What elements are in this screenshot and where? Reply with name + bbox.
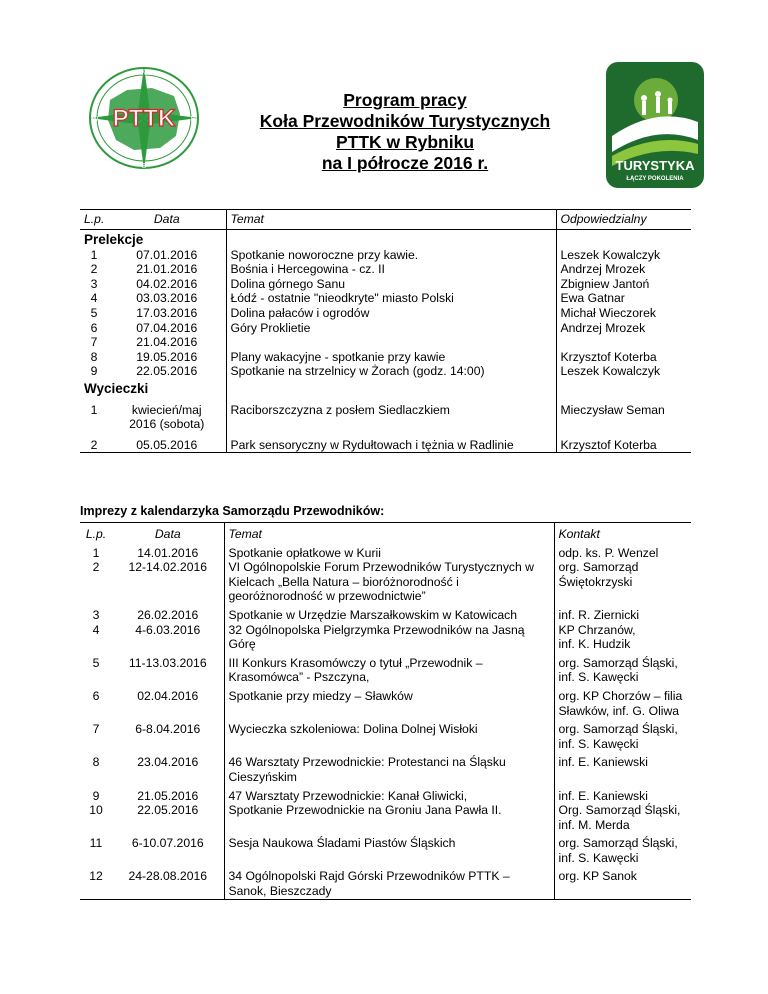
event-row-lp: 3 4	[92, 607, 100, 637]
event-row	[80, 832, 691, 865]
program-table	[80, 209, 691, 453]
lecture-row-topic	[226, 335, 556, 350]
lectures-list	[80, 248, 691, 379]
lecture-row-lp: 1	[90, 247, 98, 262]
event-row-lp: 7	[92, 722, 100, 737]
lecture-row-resp	[556, 335, 691, 350]
compass-n: N	[141, 70, 147, 77]
compass-w: W	[91, 116, 99, 123]
lecture-row-resp: Andrzej Mrozek	[556, 262, 691, 277]
lecture-row-date: 03.03.2016	[136, 291, 198, 306]
lecture-row-lp: 3	[90, 276, 98, 291]
lecture-row	[80, 262, 691, 277]
lecture-row-resp: Ewa Gatnar	[556, 291, 691, 306]
event-row	[80, 751, 691, 784]
event-row	[80, 685, 691, 718]
event-row-contact: org. Samorząd Śląski, inf. S. Kawęcki	[554, 832, 691, 865]
event-row-date: 26.02.2016 4-6.03.2016	[135, 607, 201, 637]
trip-row-resp: Krzysztof Koterba	[556, 432, 691, 453]
pttk-logo-text: PTTK	[112, 105, 176, 132]
trip-row	[80, 432, 691, 453]
event-row-contact: odp. ks. P. Wenzel org. Samorząd Świętokrzyski	[554, 542, 691, 604]
trip-row-topic: Raciborszczyzna z posłem Siedlaczkiem	[226, 397, 556, 432]
lecture-row-resp: Zbigniew Jantoń	[556, 277, 691, 292]
lecture-row	[80, 335, 691, 350]
event-row	[80, 652, 691, 685]
event-row-date: 14.01.2016 12-14.02.2016	[128, 545, 208, 575]
event-row-contact: org. KP Chorzów – filia Sławków, inf. G. Oliwa	[554, 685, 691, 718]
event-row-date: 11-13.03.2016	[128, 655, 207, 670]
event-row-contact: inf. E. Kaniewski	[554, 751, 691, 784]
lecture-row-date: 07.04.2016	[136, 320, 198, 335]
turystyka-logo	[606, 62, 704, 188]
event-row-topic: 34 Ogólnopolski Rajd Górski Przewodników PTTK – Sanok, Bieszczady	[224, 865, 554, 899]
trip-row-lp: 2	[80, 432, 108, 453]
lecture-row-lp: 5	[90, 305, 98, 320]
lecture-row-date: 19.05.2016	[136, 349, 198, 364]
lecture-row-topic: Bośnia i Hercegowina - cz. II	[226, 262, 556, 277]
event-row-lp: 12	[80, 865, 112, 899]
lecture-row-date: 21.01.2016	[136, 262, 198, 277]
lecture-row-topic: Łódź - ostatnie "nieodkryte" miasto Polski	[226, 291, 556, 306]
event-row-contact: inf. R. Ziernicki KP Chrzanów, inf. K. Hudzik	[554, 604, 691, 652]
event-row-date: 6-8.04.2016	[135, 722, 201, 737]
event-row-date: 24-28.08.2016	[112, 865, 224, 899]
event-row-contact: org. Samorząd Śląski, inf. S. Kawęcki	[554, 718, 691, 751]
trip-row-date: 05.05.2016	[108, 432, 226, 453]
lecture-row	[80, 321, 691, 336]
lecture-row-resp: Leszek Kowalczyk	[556, 364, 691, 379]
lecture-row-resp: Andrzej Mrozek	[556, 321, 691, 336]
events-subtitle: Imprezy z kalendarzyka Samorządu Przewodników:	[80, 504, 385, 518]
event-row-topic: Spotkanie przy miedzy – Sławków	[224, 685, 554, 718]
event-row-date: 02.04.2016	[137, 688, 199, 703]
header-date: Data	[108, 210, 226, 230]
lecture-row	[80, 291, 691, 306]
event-row-topic: Wycieczka szkoleniowa: Dolina Dolnej Wisłoki	[224, 718, 554, 751]
lecture-row	[80, 350, 691, 365]
trip-row	[80, 397, 691, 432]
trip-row-date: kwiecień/maj 2016 (sobota)	[129, 402, 205, 432]
event-row-date: 21.05.2016 22.05.2016	[137, 788, 199, 818]
lecture-row-topic: Dolina górnego Sanu	[226, 277, 556, 292]
table-header	[80, 210, 691, 230]
event-row-topic: Spotkanie opłatkowe w Kurii VI Ogólnopolskie Forum Przewodników Turystycznych w Kielcach „Bella Natura – bioróżnorodność i georóżnorodność w przewodnictwie”	[224, 542, 554, 604]
trip-row-topic: Park sensoryczny w Rydułtowach i tężnia w Radlinie	[226, 432, 556, 453]
events-header-lp: L.p.	[80, 523, 112, 542]
event-row-topic: 47 Warsztaty Przewodnickie: Kanał Gliwicki, Spotkanie Przewodnickie na Groniu Jana Pawła II.	[224, 785, 554, 833]
event-row-date: 23.04.2016	[137, 755, 199, 770]
events-list	[80, 542, 691, 900]
pttk-logo	[82, 62, 206, 174]
lecture-row-lp: 9	[90, 364, 98, 379]
event-row	[80, 865, 691, 899]
lecture-row	[80, 364, 691, 379]
turystyka-logo-text: TURYSTYKA	[615, 158, 695, 173]
turystyka-logo-subtext: ŁĄCZY POKOLENIA	[626, 176, 684, 182]
title-line-3: PTTK w Rybniku	[335, 132, 475, 152]
header-topic: Temat	[226, 210, 556, 230]
event-row-contact: org. Samorząd Śląski, inf. S. Kawęcki	[554, 652, 691, 685]
event-row-lp: 5	[92, 655, 100, 670]
compass-e: E	[190, 116, 196, 123]
lecture-row	[80, 277, 691, 292]
lecture-row-date: 04.02.2016	[136, 276, 198, 291]
compass-s: S	[141, 163, 147, 170]
section-lectures: Prelekcje	[84, 232, 144, 247]
trip-row-lp: 1	[90, 402, 98, 417]
events-table	[80, 522, 691, 900]
lecture-row-lp: 2	[90, 262, 98, 277]
event-row	[80, 604, 691, 652]
lecture-row-topic: Dolina pałaców i ogrodów	[226, 306, 556, 321]
section-trips: Wycieczki	[84, 380, 149, 396]
trips-list	[80, 397, 691, 453]
event-row-lp: 11	[89, 836, 103, 851]
lecture-row-date: 07.01.2016	[136, 247, 198, 262]
lecture-row-resp: Michał Wieczorek	[556, 306, 691, 321]
title-line-4: na I półrocze 2016 r.	[321, 153, 489, 173]
event-row-lp: 9 10	[89, 788, 103, 818]
event-row-topic: 46 Warsztaty Przewodnickie: Protestanci na Śląsku Cieszyńskim	[224, 751, 554, 784]
header-responsible: Odpowiedzialny	[556, 210, 691, 230]
lecture-row-lp: 8	[90, 349, 98, 364]
lecture-row-lp: 4	[90, 291, 98, 306]
lecture-row-topic: Plany wakacyjne - spotkanie przy kawie	[226, 350, 556, 365]
event-row-lp: 8	[92, 755, 100, 770]
event-row	[80, 542, 691, 604]
lecture-row-resp: Leszek Kowalczyk	[556, 248, 691, 263]
header-lp: L.p.	[80, 210, 108, 230]
event-row	[80, 718, 691, 751]
event-row	[80, 785, 691, 833]
events-header-topic: Temat	[224, 523, 554, 542]
lecture-row-lp: 6	[90, 320, 98, 335]
lecture-row-topic: Spotkanie noworoczne przy kawie.	[226, 248, 556, 263]
title-line-1: Program pracy	[343, 90, 467, 110]
lecture-row	[80, 248, 691, 263]
event-row-topic: III Konkurs Krasomówczy o tytuł „Przewodnik – Krasomówca” - Pszczyna,	[224, 652, 554, 685]
lecture-row-date: 17.03.2016	[136, 305, 198, 320]
events-header-contact: Kontakt	[554, 523, 691, 542]
lecture-row-lp: 7	[90, 335, 98, 350]
event-row-contact: inf. E. Kaniewski Org. Samorząd Śląski, inf. M. Merda	[554, 785, 691, 833]
lecture-row	[80, 306, 691, 321]
lecture-row-topic: Góry Proklietie	[226, 321, 556, 336]
lecture-row-date: 22.05.2016	[136, 364, 198, 379]
page-title	[200, 90, 610, 174]
lecture-row-topic: Spotkanie na strzelnicy w Żorach (godz. 14:00)	[226, 364, 556, 379]
event-row-topic: Sesja Naukowa Śladami Piastów Śląskich	[224, 832, 554, 865]
lecture-row-resp: Krzysztof Koterba	[556, 350, 691, 365]
event-row-date: 6-10.07.2016	[131, 836, 204, 851]
trip-row-resp: Mieczysław Seman	[556, 397, 691, 432]
lecture-row-date: 21.04.2016	[136, 335, 198, 350]
event-row-contact: org. KP Sanok	[554, 865, 691, 899]
title-line-2: Koła Przewodników Turystycznych	[259, 111, 551, 131]
event-row-topic: Spotkanie w Urzędzie Marszałkowskim w Katowicach 32 Ogólnopolska Pielgrzymka Przewodników na Jasną Górę	[224, 604, 554, 652]
event-row-lp: 6	[92, 688, 100, 703]
event-row-lp: 1 2	[92, 545, 100, 575]
events-table-header	[80, 523, 691, 542]
events-header-date: Data	[112, 523, 224, 542]
